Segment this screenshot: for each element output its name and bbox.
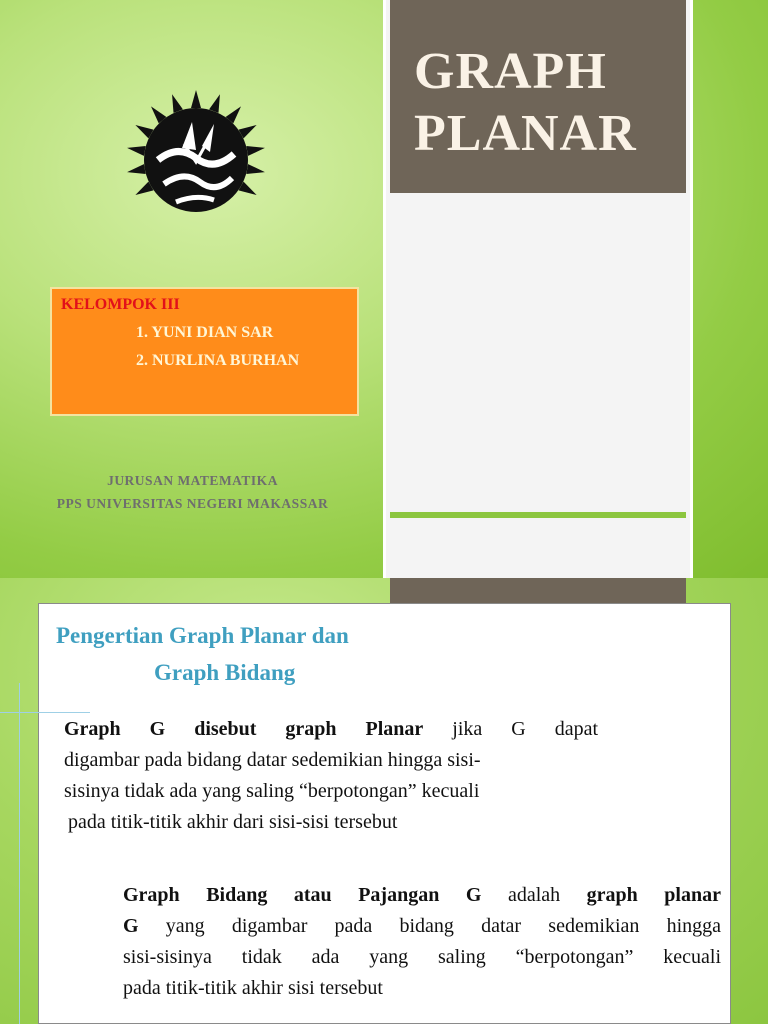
definition-bidang-line-2 [123,911,721,942]
definition-planar-line-1-rest: jika G dapat [452,718,599,740]
definition-bidang-line-3: sisi-sisinya tidak ada yang saling “berpotongan” kecuali [123,946,721,968]
content-heading-line-2: Graph Bidang [154,660,296,685]
title-box [390,0,686,193]
group-box [50,287,359,416]
university-logo-icon [118,88,274,232]
definition-planar-line-3: sisinya tidak ada yang saling “berpotongan” kecuali [64,780,480,802]
content-heading-line-1: Pengertian Graph Planar dan [56,623,349,648]
definition-planar-line-4: pada titik-titik akhir dari sisi-sisi tersebut [68,811,398,833]
definition-planar-term: Graph G disebut graph Planar [64,718,424,740]
title-line-2: PLANAR [414,105,637,162]
definition-planar-line-1 [64,714,598,745]
definition-bidang-term-2: graph planar [586,884,721,906]
panel-accent-bar [390,512,686,518]
definition-bidang [123,880,721,1004]
definition-bidang-connector: adalah [507,884,561,906]
group-title: KELOMPOK III [61,296,180,313]
definition-planar [64,714,598,838]
definition-bidang-line-1 [123,880,721,911]
title-line-1: GRAPH [414,43,607,100]
definition-bidang-term: Graph Bidang atau Pajangan G [123,884,482,906]
university-label: PPS UNIVERSITAS NEGERI MAKASSAR [56,496,329,511]
definition-bidang-line-2-rest: yang digambar pada bidang datar sedemikian hingga [165,915,721,937]
decorative-vertical-line [19,683,20,1024]
department-label: JURUSAN MATEMATIKA [107,473,278,488]
decorative-horizontal-line [0,712,90,713]
definition-bidang-line-4: pada titik-titik akhir sisi tersebut [123,977,383,999]
group-member-2: 2. NURLINA BURHAN [136,352,300,369]
definition-bidang-g: G [123,915,139,937]
definition-planar-line-2: digambar pada bidang datar sedemikian hingga sisi- [64,749,481,771]
group-member-1: 1. YUNI DIAN SAR [136,324,274,341]
